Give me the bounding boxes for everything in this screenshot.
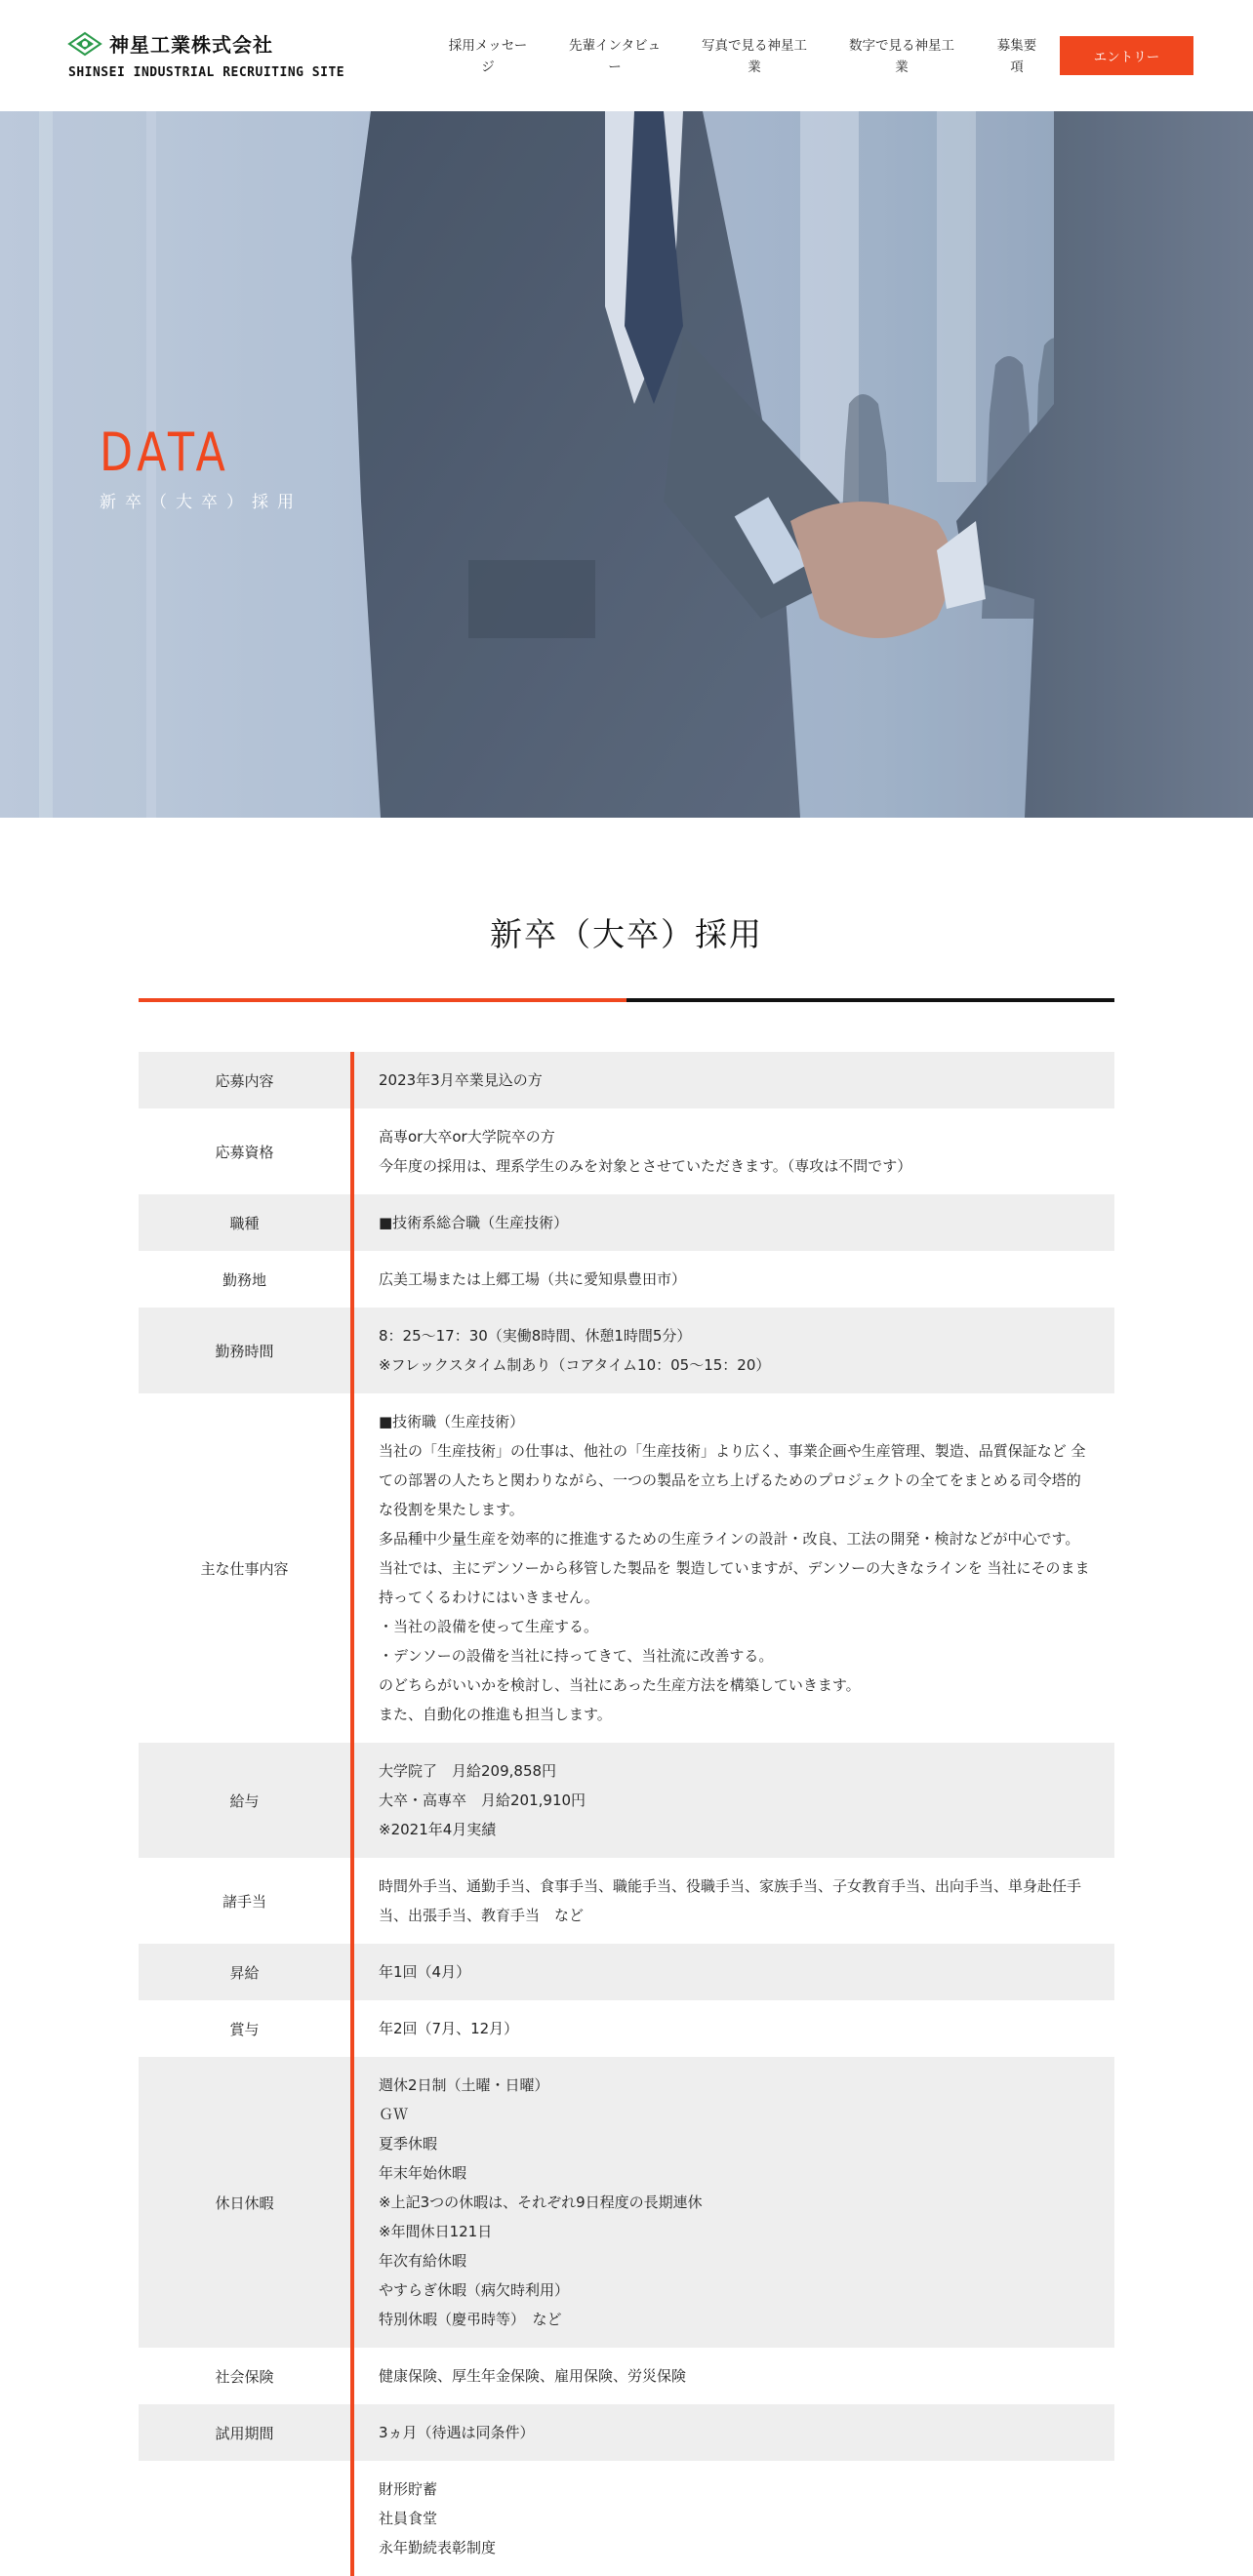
nav-requirements-line2: 項 [1010,60,1024,75]
row-value [354,2461,1114,2576]
nav-interview[interactable] [562,35,667,78]
row-value [354,1108,1114,1194]
table-row [139,1393,1114,1743]
table-row [139,2404,1114,2461]
row-value-line: 週休2日制（土曜・日曜） [379,2076,549,2094]
row-value-line: 夏季休暇 [379,2135,438,2153]
row-value-line: 年1回（4月） [379,1963,471,1981]
row-value-line: 当社の「生産技術」の仕事は、他社の「生産技術」より広く、事業企画や生産管理、製造、品質保証など 全 [379,1442,1086,1460]
table-row [139,2000,1114,2057]
row-value-line: 今年度の採用は、理系学生のみを対象とさせていただきます。（専攻は不問です） [379,1157,912,1175]
row-value-line: ・デンソーの設備を当社に持ってきて、当社流に改善する。 [379,1647,774,1665]
table-row [139,1194,1114,1251]
row-value-line: 大卒・高専卒 月給201,910円 [379,1791,586,1809]
nav-interview-line2: ー [608,60,622,75]
row-value-line: 広美工場または上郷工場（共に愛知県豊田市） [379,1270,687,1288]
row-value-line: 年次有給休暇 [379,2252,467,2270]
nav-message-line1: 採用メッセー [448,38,528,54]
row-value-line: また、自動化の推進も担当します。 [379,1706,612,1723]
row-value-line: 特別休暇（慶弔時等） など [379,2311,562,2328]
row-value-line: 多品種中少量生産を効率的に推進するための生産ラインの設計・改良、工法の開発・検討などが中心です。 [379,1530,1080,1548]
table-row [139,1944,1114,2000]
section-title: 新卒（大卒）採用 [490,915,763,953]
row-value [354,1743,1114,1858]
table-row [139,2057,1114,2348]
table-row [139,1052,1114,1108]
row-value [354,1251,1114,1308]
table-row [139,2461,1114,2576]
row-value-line: 2023年3月卒業見込の方 [379,1071,543,1089]
row-value [354,1194,1114,1251]
row-label: 応募資格 [215,1143,274,1161]
row-value-line: ・当社の設備を使って生産する。 [379,1618,599,1635]
row-value-line: ※上記3つの休暇は、それぞれ9日程度の長期連休 [379,2194,703,2211]
row-label: 勤務地 [222,1270,266,1289]
nav-photos[interactable] [695,35,814,78]
row-label: 賞与 [229,2020,260,2038]
row-label: 職種 [229,1214,260,1232]
row-value-line: のどちらがいいかを検討し、当社にあった生産方法を構築していきます。 [379,1676,861,1694]
row-value-line: ての部署の人たちと関わりながら、一つの製品を立ち上げるためのプロジェクトの全てをまとめる司令塔的 [379,1471,1081,1489]
row-value-line: 当、出張手当、教育手当 など [379,1907,585,1924]
row-label: 給与 [229,1791,260,1810]
hero-title: DATA [100,422,230,483]
site-header [0,0,1253,111]
row-value-line: 社員食堂 [379,2510,438,2527]
row-label: 勤務時間 [215,1342,274,1360]
row-value-line: 大学院了 月給209,858円 [379,1762,557,1780]
nav-photos-line1: 写真で見る神星工 [702,38,807,54]
nav-numbers-line1: 数字で見る神星工 [849,38,954,54]
row-value-line: 8：25〜17：30（実働8時間、休憩1時間5分） [379,1327,692,1345]
table-row [139,1251,1114,1308]
row-value-line: ■技術系総合職（生産技術） [379,1214,569,1231]
nav-message[interactable] [437,35,539,78]
row-value-line: 高専or大卒or大学院卒の方 [379,1128,555,1146]
table-row [139,1308,1114,1393]
logo-company-name: 神星工業株式会社 [109,33,273,57]
hero-subtitle: 新卒（大卒）採用 [100,493,303,512]
row-value [354,2404,1114,2461]
row-value-line: な役割を果たします。 [379,1501,524,1518]
title-underline-accent [139,998,626,1002]
row-label [139,2461,350,2576]
row-value-line: 3ヵ月（待遇は同条件） [379,2424,535,2441]
company-logo-icon [68,32,101,56]
nav-requirements[interactable] [986,35,1048,78]
nav-numbers-line2: 業 [895,60,909,75]
nav-interview-line1: 先輩インタビュ [569,38,661,54]
nav-photos-line2: 業 [748,60,761,75]
row-value-line: ■技術職（生産技術） [379,1413,525,1430]
row-value [354,2000,1114,2057]
table-row [139,1743,1114,1858]
row-value [354,1944,1114,2000]
entry-button[interactable]: エントリー [1060,36,1193,75]
row-label: 応募内容 [215,1071,274,1090]
row-value-line: 財形貯蓄 [379,2480,438,2498]
row-label: 休日休暇 [215,2194,274,2212]
row-value [354,1393,1114,1743]
row-value [354,1308,1114,1393]
row-value-line: ＧＷ [379,2106,409,2123]
row-value-line: ※年間休日121日 [379,2223,493,2240]
row-value-line: ※フレックスタイム制あり（コアタイム10：05〜15：20） [379,1356,771,1374]
row-value [354,2348,1114,2404]
row-value-line: 年末年始休暇 [379,2164,467,2182]
nav-numbers[interactable] [841,35,962,78]
row-label: 社会保険 [215,2367,274,2386]
site-logo[interactable] [68,29,344,80]
nav-message-line2: ジ [481,60,495,75]
row-value-line: やすらぎ休暇（病欠時利用） [379,2281,570,2299]
row-label: 試用期間 [215,2424,274,2442]
row-value [354,2057,1114,2348]
table-row [139,1858,1114,1944]
table-row [139,2348,1114,2404]
row-label: 主な仕事内容 [200,1559,289,1578]
table-row [139,1108,1114,1194]
row-value-line: 永年勤続表彰制度 [379,2539,497,2556]
hero-banner [0,111,1253,818]
row-value-line: 健康保険、厚生年金保険、雇用保険、労災保険 [379,2367,687,2385]
row-value-line: 持ってくるわけにはいきません。 [379,1589,599,1606]
row-value [354,1858,1114,1944]
title-underline-dark [626,998,1114,1002]
row-label: 諸手当 [222,1892,266,1911]
row-value [354,1052,1114,1108]
requirements-table [139,1052,1114,2576]
row-value-line: 年2回（7月、12月） [379,2020,519,2037]
logo-subtitle: SHINSEI INDUSTRIAL RECRUITING SITE [68,65,345,80]
row-value-line: 当社では、主にデンソーから移管した製品を 製造していますが、デンソーの大きなラインを 当社にそのまま [379,1559,1090,1577]
row-label: 昇給 [229,1963,260,1982]
nav-requirements-line1: 募集要 [996,38,1037,54]
row-value-line: 時間外手当、通勤手当、食事手当、職能手当、役職手当、家族手当、子女教育手当、出向手当、単身赴任手 [379,1877,1082,1895]
row-value-line: ※2021年4月実績 [379,1821,497,1838]
